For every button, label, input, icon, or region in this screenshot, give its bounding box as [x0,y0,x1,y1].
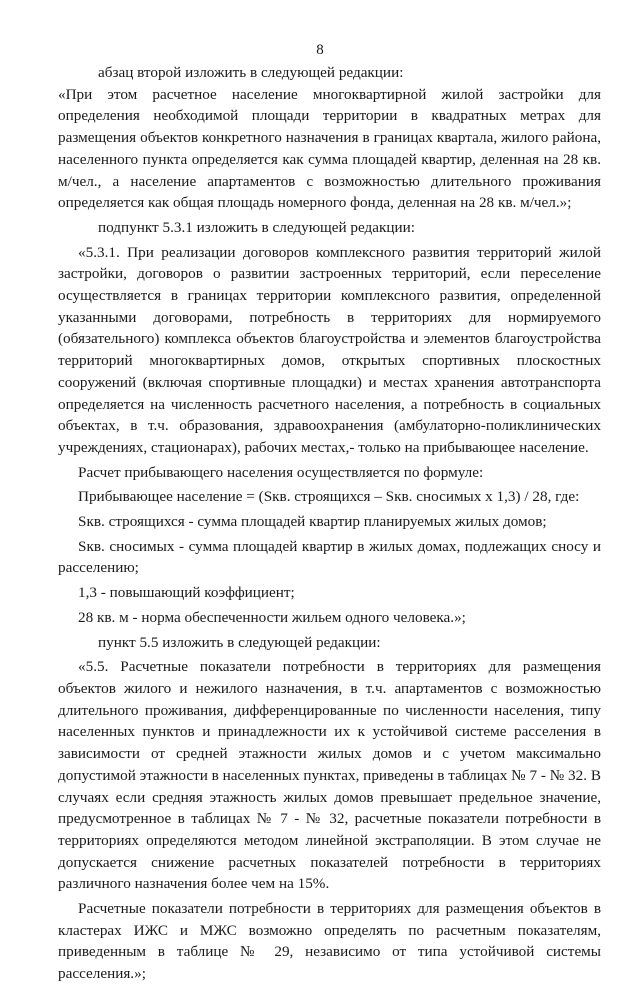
document-body [58,62,601,985]
paragraph-def-demolished: Sкв. сносимых - сумма площадей квартир в жилых домах, подлежащих сносу и расселению; [58,537,601,577]
paragraph-formula: Прибывающее население = (Sкв. строящихся – Sкв. сносимых х 1,3) / 28, где: [78,488,580,506]
paragraph-intro-3: пункт 5.5 изложить в следующей редакции: [98,633,381,651]
paragraph-quote-population: «При этом расчетное население многоквартирной жилой застройки для определения необходимой площади территории в квадратных метрах для размещения объектов конкретного назначения в границах квартала, жилого района, населенного пункта определяется как сумма площадей квартир, деленная на 28 кв. м/чел., а население апартаментов с возможностью длительного проживания определяется как общая площадь номерного фонда, деленная на 28 кв. м/чел.»; [58,85,601,212]
page-number: 8 [316,42,324,58]
paragraph-def-coefficient: 1,3 - повышающий коэффициент; [78,584,295,602]
paragraph-def-built: Sкв. строящихся - сумма площадей квартир планируемых жилых домов; [78,513,547,531]
paragraph-intro-2: подпункт 5.3.1 изложить в следующей редакции: [98,218,415,236]
paragraph-formula-intro: Расчет прибывающего населения осуществляется по формуле: [78,463,484,481]
paragraph-def-norm: 28 кв. м - норма обеспеченности жильем одного человека.»; [78,608,466,626]
paragraph-clusters: Расчетные показатели потребности в территориях для размещения объектов в кластерах ИЖС и МЖС возможно определять по расчетным показателям, приведенным в таблице № 29, независимо от типа устойчивой системы расселения.»; [58,900,601,983]
paragraph-quote-5-5: «5.5. Расчетные показатели потребности в территориях для размещения объектов жилого и нежилого назначения, в т.ч. апартаментов с возможностью длительного проживания, дифференцированные по численности населения, типу населенных пунктов и принадлежности их к устойчивой системе расселения в зависимости от средней этажности жилых домов и с учетом максимально допустимой этажности в населенных пунктах, приведены в таблицах № 7 - № 32. В случаях если средняя этажность жилых домов превышает предельное значение, предусмотренное в таблицах № 7 - № 32, расчетные показатели потребности в территориях определяются методом линейной экстраполяции. В этом случае не допускается снижение расчетных показателей потребности в территориях различного назначения более чем на 15%. [58,658,601,893]
paragraph-quote-5-3-1: «5.3.1. При реализации договоров комплексного развития территорий жилой застройки, договоров о развитии застроенных территорий, если переселение осуществляется в границах территории комплексного развития, определенной указанными договорами, потребность в территориях для нормируемого (обязательного) комплекса объектов благоустройства и элементов благоустройства территорий многоквартирных домов, открытых спортивных плоскостных сооружений (включая спортивные площадки) и местах хранения автотранспорта определяется на численность расчетного населения, а потребность в социальных объектах, в т.ч. образования, здравоохранения (амбулаторно-поликлинических учреждениях, стационарах), рабочих местах,- только на прибывающее население. [58,243,601,456]
paragraph-intro-1: абзац второй изложить в следующей редакции: [98,64,404,81]
